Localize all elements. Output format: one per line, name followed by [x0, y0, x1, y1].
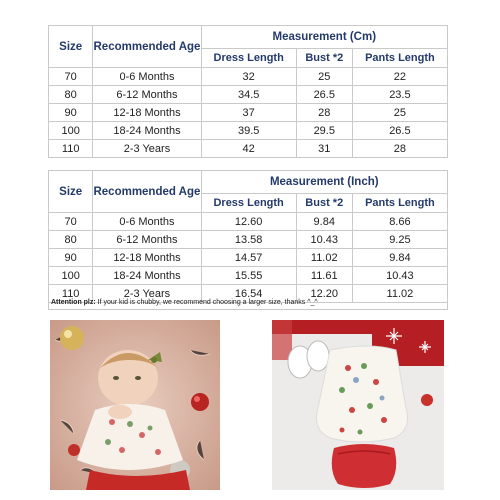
size-cell: 90	[49, 104, 93, 122]
pants-cell: 23.5	[352, 86, 447, 104]
pants-cell: 8.66	[352, 213, 447, 231]
size-cell: 110	[49, 140, 93, 158]
dress-cell: 14.57	[201, 249, 296, 267]
size-cell: 70	[49, 68, 93, 86]
age-cell: 12-18 Months	[93, 104, 201, 122]
age-cell: 6-12 Months	[93, 231, 201, 249]
dress-length-header: Dress Length	[201, 194, 296, 213]
bust-header: Bust *2	[296, 49, 352, 68]
bust-cell: 9.84	[296, 213, 352, 231]
dress-cell: 34.5	[201, 86, 296, 104]
size-cell: 100	[49, 267, 93, 285]
pants-length-header: Pants Length	[352, 49, 447, 68]
age-cell: 0-6 Months	[93, 68, 201, 86]
bust-cell: 11.02	[296, 249, 352, 267]
age-header: Recommended Age	[93, 171, 201, 213]
pants-cell: 11.02	[352, 285, 447, 303]
size-cell: 80	[49, 86, 93, 104]
attention-label: Attention plz:	[51, 299, 96, 306]
age-cell: 2-3 Years	[93, 285, 201, 303]
size-cell: 100	[49, 122, 93, 140]
product-photo-outfit	[272, 320, 444, 490]
bust-cell: 12.20	[296, 285, 352, 303]
size-chart-cm-table	[48, 25, 448, 158]
size-cell: 90	[49, 249, 93, 267]
size-chart-inch-table	[48, 170, 448, 303]
table-row	[49, 86, 448, 104]
attention-text: If your kid is chubby, we recommend choosing a larger size, thanks ^_^	[95, 299, 318, 306]
pants-length-header: Pants Length	[352, 194, 447, 213]
pants-cell: 26.5	[352, 122, 447, 140]
bust-cell: 26.5	[296, 86, 352, 104]
product-photo-baby	[50, 320, 220, 490]
baby-photo-illustration	[50, 320, 220, 490]
pants-cell: 9.25	[352, 231, 447, 249]
pants-cell: 22	[352, 68, 447, 86]
outfit-photo-illustration	[272, 320, 444, 490]
measurement-header: Measurement (Cm)	[201, 26, 447, 49]
pants-cell: 9.84	[352, 249, 447, 267]
table-row	[49, 267, 448, 285]
table-row	[49, 249, 448, 267]
age-cell: 6-12 Months	[93, 86, 201, 104]
table-row	[49, 68, 448, 86]
size-cell: 80	[49, 231, 93, 249]
table-row	[49, 122, 448, 140]
age-cell: 12-18 Months	[93, 249, 201, 267]
table-row	[49, 140, 448, 158]
size-header: Size	[49, 26, 93, 68]
age-cell: 18-24 Months	[93, 122, 201, 140]
pants-cell: 28	[352, 140, 447, 158]
age-cell: 2-3 Years	[93, 140, 201, 158]
bust-cell: 28	[296, 104, 352, 122]
bust-cell: 25	[296, 68, 352, 86]
bust-cell: 31	[296, 140, 352, 158]
measurement-header: Measurement (Inch)	[201, 171, 447, 194]
age-cell: 0-6 Months	[93, 213, 201, 231]
bust-cell: 11.61	[296, 267, 352, 285]
size-cell: 70	[49, 213, 93, 231]
dress-cell: 37	[201, 104, 296, 122]
dress-cell: 32	[201, 68, 296, 86]
table-row	[49, 104, 448, 122]
dress-cell: 42	[201, 140, 296, 158]
bust-header: Bust *2	[296, 194, 352, 213]
dress-cell: 12.60	[201, 213, 296, 231]
dress-length-header: Dress Length	[201, 49, 296, 68]
table-row	[49, 213, 448, 231]
dress-cell: 15.55	[201, 267, 296, 285]
age-cell: 18-24 Months	[93, 267, 201, 285]
pants-cell: 10.43	[352, 267, 447, 285]
table-row	[49, 231, 448, 249]
bust-cell: 10.43	[296, 231, 352, 249]
size-cell: 110	[49, 285, 93, 303]
age-header: Recommended Age	[93, 26, 201, 68]
dress-cell: 16.54	[201, 285, 296, 303]
pants-cell: 25	[352, 104, 447, 122]
attention-note	[48, 296, 448, 310]
size-header: Size	[49, 171, 93, 213]
dress-cell: 13.58	[201, 231, 296, 249]
bust-cell: 29.5	[296, 122, 352, 140]
dress-cell: 39.5	[201, 122, 296, 140]
